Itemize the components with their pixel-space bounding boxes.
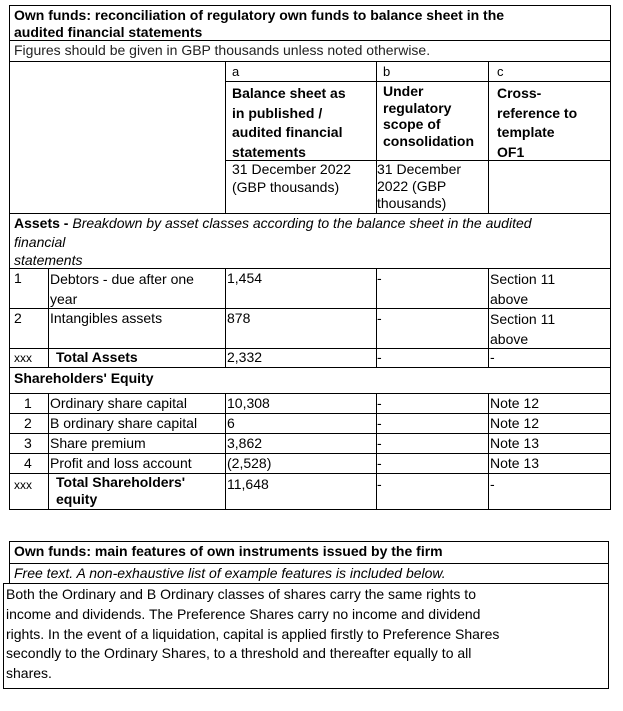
- value-c: Section 11 above: [490, 311, 556, 347]
- equity-section-label: Shareholders' Equity: [14, 370, 154, 386]
- value-c: Note 13: [490, 455, 540, 471]
- table-title-line1: Own funds: reconciliation of regulatory own funds to balance sheet in the: [14, 7, 505, 23]
- value-a: 3,862: [227, 435, 263, 451]
- row-description: B ordinary share capital: [50, 415, 198, 431]
- row-description: Profit and loss account: [50, 455, 192, 471]
- col-divider-num: [48, 268, 49, 368]
- description-text: Both the Ordinary and B Ordinary classes of shares carry the same rights to income and dividends. The Preference Shares carry no income and dividend rights. In the event of a liquidation, capital is applied firstly to Preference Shares secondly to the Ordinary Shares, to a threshold and thereafter equally to all shares.: [6, 586, 500, 682]
- row-description: Total Shareholders' equity: [56, 474, 186, 507]
- table-title-line2: audited financial statements: [14, 24, 203, 40]
- col-divider-c: [488, 61, 489, 213]
- value-c: Note 13: [490, 435, 540, 451]
- col-divider-a: [225, 61, 226, 213]
- value-b: -: [377, 455, 382, 471]
- header-a: Balance sheet as in published / audited financial statements: [232, 85, 346, 160]
- value-a: 2,332: [227, 349, 263, 365]
- header-b: Under regulatory scope of consolidation: [383, 83, 474, 149]
- value-a: 6: [227, 415, 235, 431]
- value-c: Section 11 above: [490, 271, 556, 307]
- value-b: -: [377, 349, 382, 365]
- row-description: Debtors - due after one year: [50, 271, 194, 307]
- row-number: 4: [24, 455, 32, 471]
- table-title: Own funds: main features of own instruments issued by the firm: [14, 543, 443, 559]
- col-letter-b: b: [383, 64, 391, 79]
- row-number: xxx: [14, 478, 32, 492]
- free-text-note: Free text. A non-exhaustive list of example features is included below.: [14, 565, 446, 581]
- row-number: xxx: [14, 351, 32, 365]
- value-b: -: [377, 476, 382, 492]
- value-a: 10,308: [227, 395, 270, 411]
- value-c: Note 12: [490, 395, 540, 411]
- row-description: Total Assets: [56, 349, 138, 365]
- value-a: 878: [227, 310, 251, 326]
- units-note: Figures should be given in GBP thousands unless noted otherwise.: [14, 42, 431, 58]
- value-b: -: [377, 435, 382, 451]
- value-b: -: [377, 310, 382, 326]
- date-b: 31 December 2022 (GBP thousands): [377, 161, 462, 211]
- col-divider-a: [225, 268, 226, 368]
- row-description: Intangibles assets: [50, 310, 163, 326]
- assets-section-label: Assets - Breakdown by asset classes according to the balance sheet in the audited financial statements: [14, 215, 532, 268]
- value-c: -: [490, 476, 495, 492]
- col-divider-a: [225, 393, 226, 510]
- row-description: Share premium: [50, 435, 146, 451]
- col-letter-c: c: [497, 64, 504, 79]
- row-description: Ordinary share capital: [50, 395, 187, 411]
- date-a: 31 December 2022 (GBP thousands): [232, 161, 352, 195]
- value-b: -: [377, 395, 382, 411]
- row-number: 1: [24, 395, 32, 411]
- col-divider-c: [488, 268, 489, 368]
- row-number: 1: [14, 270, 22, 286]
- header-c: Cross- reference to template OF1: [497, 85, 578, 160]
- value-b: -: [377, 270, 382, 286]
- value-a: 11,648: [227, 476, 269, 492]
- row-number: 2: [14, 310, 22, 326]
- col-divider-c: [488, 393, 489, 510]
- row-number: 3: [24, 435, 32, 451]
- col-letter-a: a: [232, 64, 240, 79]
- row-number: 2: [24, 415, 32, 431]
- value-c: -: [490, 349, 495, 365]
- value-c: Note 12: [490, 415, 540, 431]
- col-divider-num: [48, 393, 49, 510]
- value-a: 1,454: [227, 270, 263, 286]
- divider: [9, 61, 611, 62]
- divider: [9, 367, 611, 368]
- divider: [225, 81, 611, 82]
- value-b: -: [377, 415, 382, 431]
- value-a: (2,528): [227, 455, 272, 471]
